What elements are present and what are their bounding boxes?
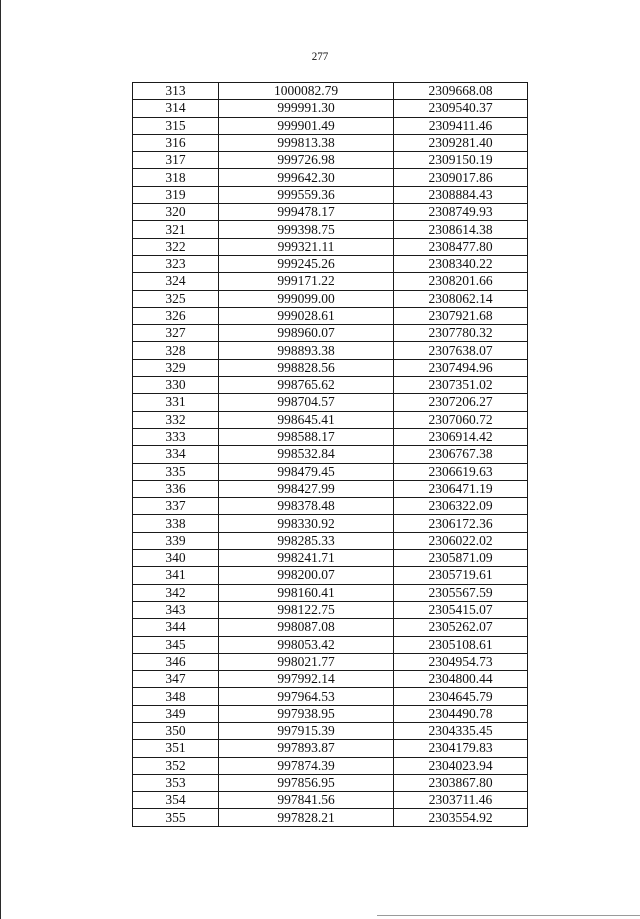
point-number-cell: 339: [133, 532, 219, 549]
y-coordinate-cell: 2306471.19: [394, 480, 528, 497]
table-row: [133, 480, 528, 497]
point-number-cell: 328: [133, 342, 219, 359]
point-number-cell: 325: [133, 290, 219, 307]
scan-bottom-line: [377, 915, 640, 916]
point-number-cell: 321: [133, 221, 219, 238]
table-row: [133, 774, 528, 791]
table-row: [133, 221, 528, 238]
x-coordinate-cell: 998588.17: [219, 428, 394, 445]
table-row: [133, 584, 528, 601]
point-number-cell: 341: [133, 567, 219, 584]
x-coordinate-cell: 998828.56: [219, 359, 394, 376]
x-coordinate-cell: 998479.45: [219, 463, 394, 480]
y-coordinate-cell: 2309017.86: [394, 169, 528, 186]
y-coordinate-cell: 2304954.73: [394, 653, 528, 670]
point-number-cell: 315: [133, 117, 219, 134]
table-row: [133, 619, 528, 636]
x-coordinate-cell: 997915.39: [219, 722, 394, 739]
point-number-cell: 333: [133, 428, 219, 445]
table-row: [133, 463, 528, 480]
point-number-cell: 316: [133, 134, 219, 151]
x-coordinate-cell: 998427.99: [219, 480, 394, 497]
point-number-cell: 351: [133, 740, 219, 757]
y-coordinate-cell: 2308062.14: [394, 290, 528, 307]
point-number-cell: 329: [133, 359, 219, 376]
table-row: [133, 273, 528, 290]
table-row: [133, 255, 528, 272]
table-row: [133, 117, 528, 134]
y-coordinate-cell: 2307921.68: [394, 307, 528, 324]
y-coordinate-cell: 2306322.09: [394, 498, 528, 515]
table-row: [133, 671, 528, 688]
table-row: [133, 377, 528, 394]
point-number-cell: 332: [133, 411, 219, 428]
table-row: [133, 601, 528, 618]
table-row: [133, 100, 528, 117]
x-coordinate-cell: 997828.21: [219, 809, 394, 826]
x-coordinate-cell: 998021.77: [219, 653, 394, 670]
x-coordinate-cell: 998122.75: [219, 601, 394, 618]
y-coordinate-cell: 2308884.43: [394, 186, 528, 203]
y-coordinate-cell: 2307206.27: [394, 394, 528, 411]
y-coordinate-cell: 2303711.46: [394, 792, 528, 809]
y-coordinate-cell: 2307494.96: [394, 359, 528, 376]
y-coordinate-cell: 2305262.07: [394, 619, 528, 636]
table-row: [133, 169, 528, 186]
x-coordinate-cell: 999478.17: [219, 204, 394, 221]
table-row: [133, 792, 528, 809]
table-row: [133, 83, 528, 100]
point-number-cell: 331: [133, 394, 219, 411]
coordinate-table-body: [133, 83, 528, 827]
table-row: [133, 567, 528, 584]
x-coordinate-cell: 1000082.79: [219, 83, 394, 100]
point-number-cell: 338: [133, 515, 219, 532]
y-coordinate-cell: 2308477.80: [394, 238, 528, 255]
y-coordinate-cell: 2307060.72: [394, 411, 528, 428]
y-coordinate-cell: 2308201.66: [394, 273, 528, 290]
table-row: [133, 238, 528, 255]
point-number-cell: 344: [133, 619, 219, 636]
y-coordinate-cell: 2307780.32: [394, 325, 528, 342]
page-number: 277: [311, 49, 329, 63]
x-coordinate-cell: 998200.07: [219, 567, 394, 584]
table-row: [133, 325, 528, 342]
x-coordinate-cell: 998330.92: [219, 515, 394, 532]
point-number-cell: 319: [133, 186, 219, 203]
table-row: [133, 134, 528, 151]
x-coordinate-cell: 997893.87: [219, 740, 394, 757]
point-number-cell: 324: [133, 273, 219, 290]
point-number-cell: 323: [133, 255, 219, 272]
table-row: [133, 446, 528, 463]
y-coordinate-cell: 2303554.92: [394, 809, 528, 826]
x-coordinate-cell: 998378.48: [219, 498, 394, 515]
x-coordinate-cell: 997856.95: [219, 774, 394, 791]
point-number-cell: 352: [133, 757, 219, 774]
x-coordinate-cell: 999813.38: [219, 134, 394, 151]
y-coordinate-cell: 2304645.79: [394, 688, 528, 705]
point-number-cell: 353: [133, 774, 219, 791]
y-coordinate-cell: 2304335.45: [394, 722, 528, 739]
x-coordinate-cell: 999991.30: [219, 100, 394, 117]
table-row: [133, 394, 528, 411]
y-coordinate-cell: 2304023.94: [394, 757, 528, 774]
y-coordinate-cell: 2306767.38: [394, 446, 528, 463]
y-coordinate-cell: 2309281.40: [394, 134, 528, 151]
y-coordinate-cell: 2306619.63: [394, 463, 528, 480]
y-coordinate-cell: 2305108.61: [394, 636, 528, 653]
point-number-cell: 334: [133, 446, 219, 463]
coordinate-table-container: [132, 82, 527, 827]
x-coordinate-cell: 999398.75: [219, 221, 394, 238]
y-coordinate-cell: 2308749.93: [394, 204, 528, 221]
point-number-cell: 327: [133, 325, 219, 342]
point-number-cell: 314: [133, 100, 219, 117]
x-coordinate-cell: 998532.84: [219, 446, 394, 463]
x-coordinate-cell: 998765.62: [219, 377, 394, 394]
x-coordinate-cell: 998960.07: [219, 325, 394, 342]
table-row: [133, 290, 528, 307]
x-coordinate-cell: 998893.38: [219, 342, 394, 359]
table-row: [133, 428, 528, 445]
y-coordinate-cell: 2306022.02: [394, 532, 528, 549]
y-coordinate-cell: 2305567.59: [394, 584, 528, 601]
point-number-cell: 340: [133, 550, 219, 567]
x-coordinate-cell: 998053.42: [219, 636, 394, 653]
y-coordinate-cell: 2309668.08: [394, 83, 528, 100]
table-row: [133, 550, 528, 567]
y-coordinate-cell: 2303867.80: [394, 774, 528, 791]
table-row: [133, 653, 528, 670]
point-number-cell: 354: [133, 792, 219, 809]
point-number-cell: 346: [133, 653, 219, 670]
point-number-cell: 318: [133, 169, 219, 186]
point-number-cell: 313: [133, 83, 219, 100]
table-row: [133, 204, 528, 221]
point-number-cell: 347: [133, 671, 219, 688]
x-coordinate-cell: 997964.53: [219, 688, 394, 705]
y-coordinate-cell: 2309411.46: [394, 117, 528, 134]
x-coordinate-cell: 998160.41: [219, 584, 394, 601]
table-row: [133, 152, 528, 169]
point-number-cell: 343: [133, 601, 219, 618]
point-number-cell: 330: [133, 377, 219, 394]
point-number-cell: 345: [133, 636, 219, 653]
x-coordinate-cell: 997938.95: [219, 705, 394, 722]
table-row: [133, 359, 528, 376]
x-coordinate-cell: 997992.14: [219, 671, 394, 688]
table-row: [133, 515, 528, 532]
point-number-cell: 350: [133, 722, 219, 739]
x-coordinate-cell: 999099.00: [219, 290, 394, 307]
y-coordinate-cell: 2308614.38: [394, 221, 528, 238]
coordinate-table: [132, 82, 528, 827]
point-number-cell: 320: [133, 204, 219, 221]
x-coordinate-cell: 998087.08: [219, 619, 394, 636]
y-coordinate-cell: 2304800.44: [394, 671, 528, 688]
point-number-cell: 355: [133, 809, 219, 826]
x-coordinate-cell: 998285.33: [219, 532, 394, 549]
point-number-cell: 326: [133, 307, 219, 324]
x-coordinate-cell: 999028.61: [219, 307, 394, 324]
x-coordinate-cell: 997841.56: [219, 792, 394, 809]
point-number-cell: 322: [133, 238, 219, 255]
x-coordinate-cell: 999726.98: [219, 152, 394, 169]
x-coordinate-cell: 999901.49: [219, 117, 394, 134]
point-number-cell: 342: [133, 584, 219, 601]
x-coordinate-cell: 997874.39: [219, 757, 394, 774]
table-row: [133, 342, 528, 359]
x-coordinate-cell: 999245.26: [219, 255, 394, 272]
y-coordinate-cell: 2307351.02: [394, 377, 528, 394]
point-number-cell: 337: [133, 498, 219, 515]
x-coordinate-cell: 999642.30: [219, 169, 394, 186]
x-coordinate-cell: 998704.57: [219, 394, 394, 411]
point-number-cell: 336: [133, 480, 219, 497]
table-row: [133, 705, 528, 722]
point-number-cell: 348: [133, 688, 219, 705]
table-row: [133, 498, 528, 515]
y-coordinate-cell: 2305719.61: [394, 567, 528, 584]
table-row: [133, 411, 528, 428]
table-row: [133, 809, 528, 826]
y-coordinate-cell: 2304490.78: [394, 705, 528, 722]
x-coordinate-cell: 999171.22: [219, 273, 394, 290]
table-row: [133, 757, 528, 774]
table-row: [133, 307, 528, 324]
x-coordinate-cell: 999559.36: [219, 186, 394, 203]
y-coordinate-cell: 2309150.19: [394, 152, 528, 169]
table-row: [133, 532, 528, 549]
y-coordinate-cell: 2304179.83: [394, 740, 528, 757]
point-number-cell: 349: [133, 705, 219, 722]
y-coordinate-cell: 2309540.37: [394, 100, 528, 117]
point-number-cell: 317: [133, 152, 219, 169]
x-coordinate-cell: 998645.41: [219, 411, 394, 428]
y-coordinate-cell: 2306172.36: [394, 515, 528, 532]
table-row: [133, 740, 528, 757]
table-row: [133, 186, 528, 203]
y-coordinate-cell: 2306914.42: [394, 428, 528, 445]
table-row: [133, 636, 528, 653]
x-coordinate-cell: 998241.71: [219, 550, 394, 567]
scan-edge-line: [0, 0, 1, 919]
y-coordinate-cell: 2305415.07: [394, 601, 528, 618]
table-row: [133, 722, 528, 739]
y-coordinate-cell: 2308340.22: [394, 255, 528, 272]
y-coordinate-cell: 2307638.07: [394, 342, 528, 359]
y-coordinate-cell: 2305871.09: [394, 550, 528, 567]
point-number-cell: 335: [133, 463, 219, 480]
x-coordinate-cell: 999321.11: [219, 238, 394, 255]
table-row: [133, 688, 528, 705]
